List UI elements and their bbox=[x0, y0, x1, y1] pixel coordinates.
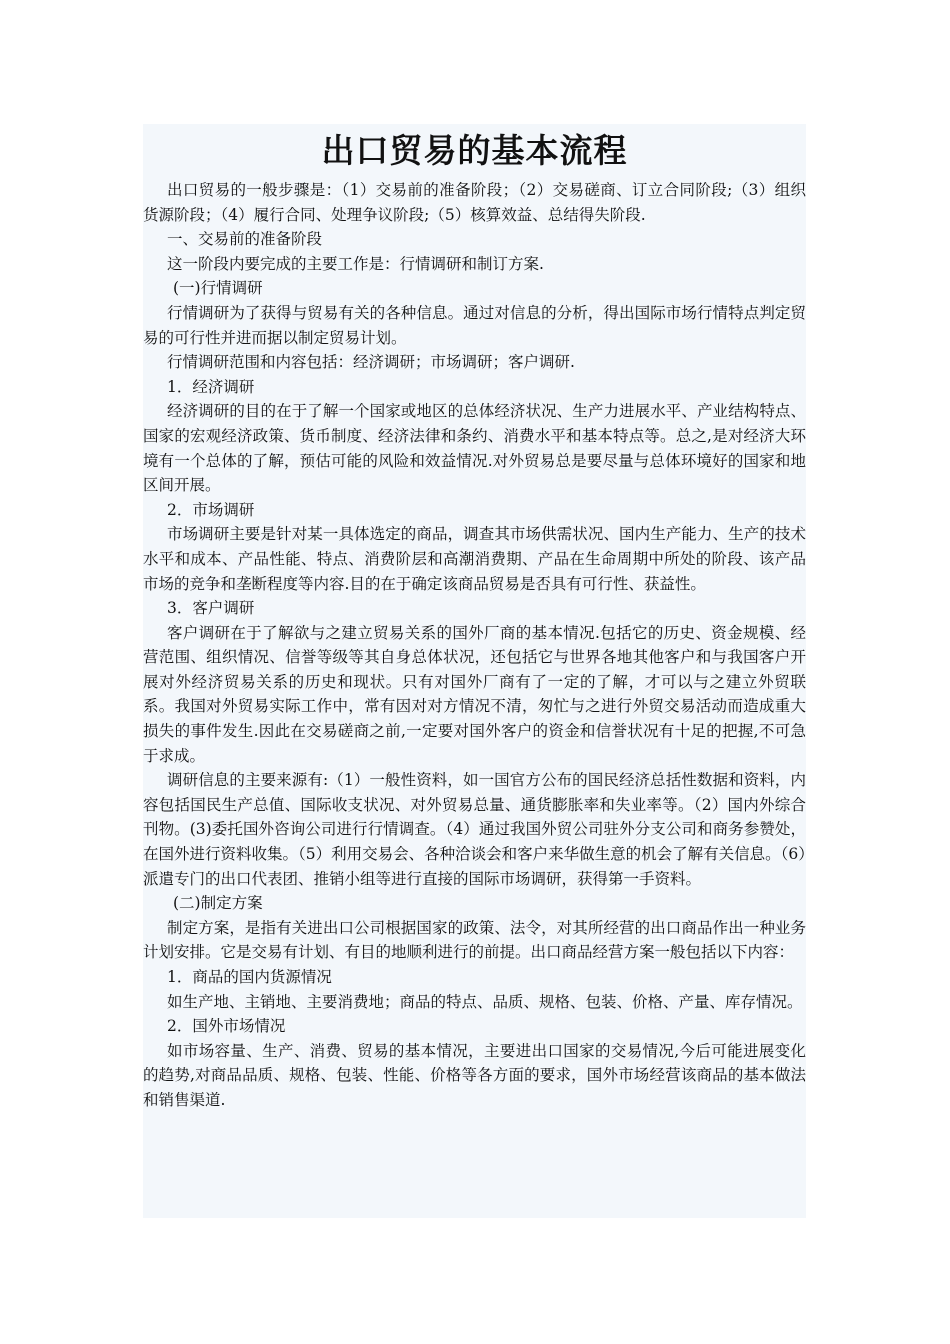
document-body bbox=[143, 124, 806, 1218]
subsection-heading-plan: (二)制定方案 bbox=[173, 894, 263, 913]
item-heading-domestic-supply: 1．商品的国内货源情况 bbox=[167, 968, 332, 986]
item-heading-economic-research: 1．经济调研 bbox=[167, 377, 255, 396]
paragraph: 市场调研主要是针对某一具体选定的商品，调查其市场供需状况、国内生产能力、生产的技术水平和成本、产品性能、特点、消费阶层和高潮消费期、产品在生命周期中所处的阶段、该产品市场的竞争和垄断程度等内容.目的在于确定该商品贸易是否具有可行性、获益性。 bbox=[143, 525, 806, 593]
paragraph: 行情调研为了获得与贸易有关的各种信息。通过对信息的分析，得出国际市场行情特点判定贸易的可行性并进而据以制定贸易计划。 bbox=[143, 303, 806, 347]
paragraph: 客户调研在于了解欲与之建立贸易关系的国外厂商的基本情况.包括它的历史、资金规模、经营范围、组织情况、信誉等级等其自身总体状况，还包括它与世界各地其他客户和与我国客户开展对外经济贸易关系的历史和现状。只有对国外厂商有了一定的了解，才可以与之建立外贸联系。我国对外贸易实际工作中，常有因对对方情况不清，匆忙与之进行外贸交易活动而造成重大损失的事件发生.因此在交易磋商之前,一定要对国外客户的资金和信誉状况有十足的把握,不可急于求成。 bbox=[143, 623, 806, 765]
paragraph: 这一阶段内要完成的主要工作是：行情调研和制订方案. bbox=[167, 254, 544, 273]
paragraph: 行情调研范围和内容包括：经济调研；市场调研；客户调研. bbox=[167, 353, 575, 372]
section-heading-1: 一、交易前的准备阶段 bbox=[167, 230, 323, 249]
document-title: 出口贸易的基本流程 bbox=[321, 131, 628, 170]
paragraph: 经济调研的目的在于了解一个国家或地区的总体经济状况、生产力进展水平、产业结构特点、国家的宏观经济政策、货币制度、经济法律和条约、消费水平和基本特点等。总之,是对经济大环境有一个总体的了解，预估可能的风险和效益情况.对外贸易总是要尽量与总体环境好的国家和地区间开展。 bbox=[143, 402, 806, 495]
item-heading-customer-research: 3．客户调研 bbox=[167, 599, 255, 618]
intro-paragraph: 出口贸易的一般步骤是：（1）交易前的准备阶段；（2）交易磋商、订立合同阶段;（3）组织货源阶段；（4）履行合同、处理争议阶段;（5）核算效益、总结得失阶段. bbox=[143, 181, 806, 224]
item-heading-foreign-market: 2．国外市场情况 bbox=[167, 1017, 286, 1036]
item-heading-market-survey: 2．市场调研 bbox=[167, 500, 255, 519]
paragraph: 如生产地、主销地、主要消费地；商品的特点、品质、规格、包装、价格、产量、库存情况。 bbox=[167, 992, 803, 1011]
subsection-heading-market-research: (一)行情调研 bbox=[173, 279, 263, 298]
paragraph: 制定方案，是指有关进出口公司根据国家的政策、法令，对其所经营的出口商品作出一种业务计划安排。它是交易有计划、有目的地顺利进行的前提。出口商品经营方案一般包括以下内容： bbox=[143, 918, 806, 962]
paragraph: 如市场容量、生产、消费、贸易的基本情况，主要进出口国家的交易情况,今后可能进展变化的趋势,对商品品质、规格、包装、性能、价格等各方面的要求，国外市场经营该商品的基本做法和销售渠道. bbox=[143, 1041, 806, 1109]
paragraph: 调研信息的主要来源有:（1）一般性资料，如一国官方公布的国民经济总括性数据和资料，内容包括国民生产总值、国际收支状况、对外贸易总量、通货膨胀率和失业率等。（2）国内外综合刊物。(3)委托国外咨询公司进行行情调查。（4）通过我国外贸公司驻外分支公司和商务参赞处，在国外进行资料收集。（5）利用交易会、各种洽谈会和客户来华做生意的机会了解有关信息。（6）派遣专门的出口代表团、推销小组等进行直接的国际市场调研，获得第一手资料。 bbox=[143, 771, 806, 888]
